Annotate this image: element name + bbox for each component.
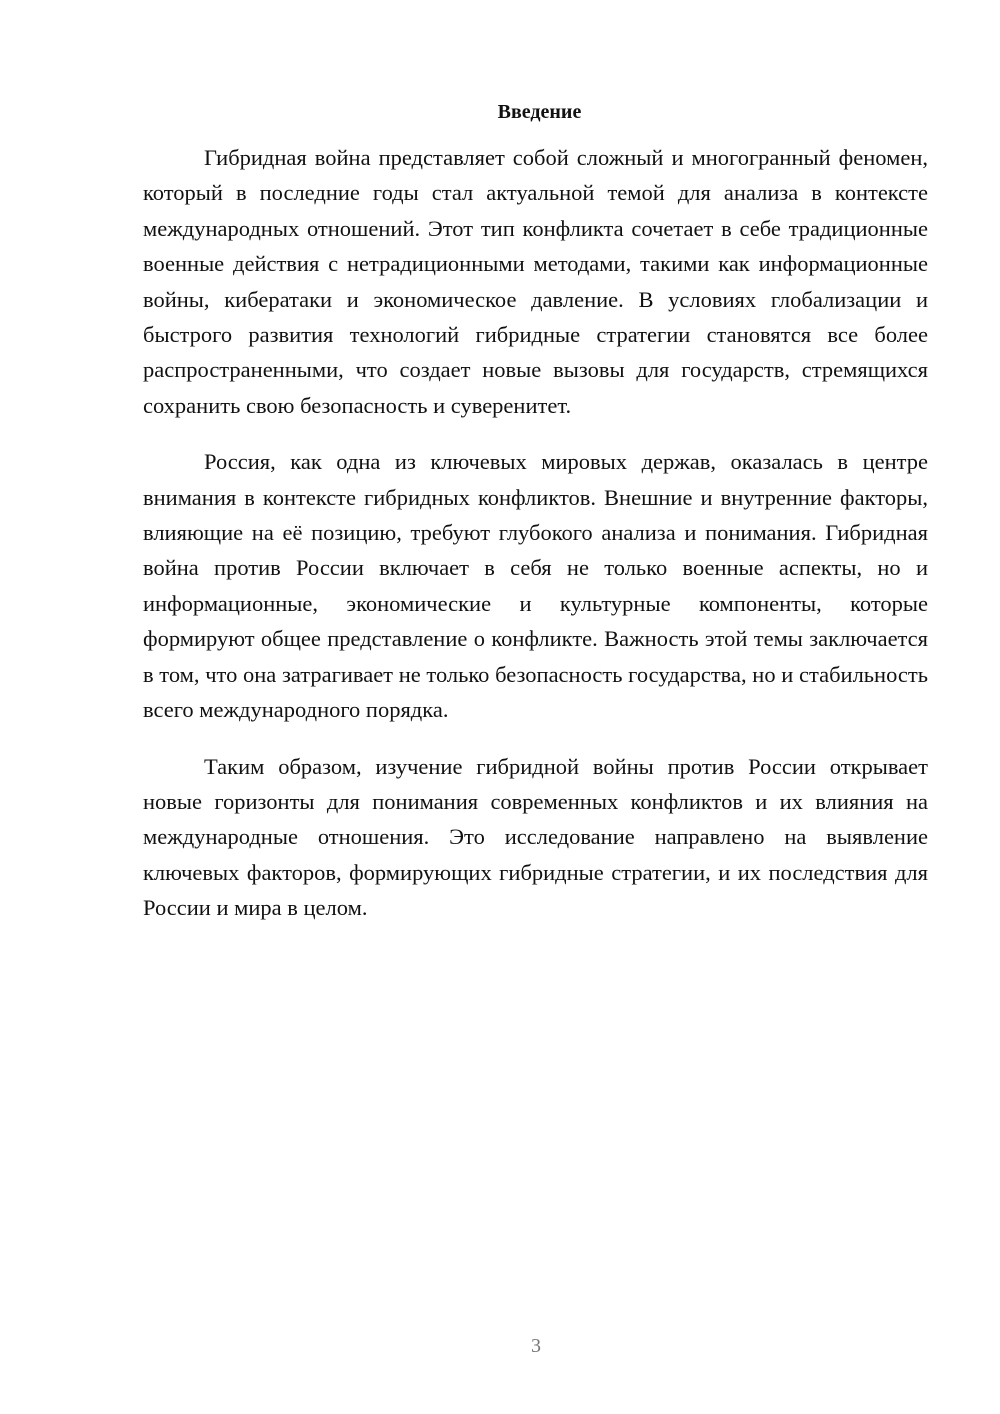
section-heading: Введение [497, 101, 582, 123]
page-content [143, 97, 928, 947]
paragraph-2: Россия, как одна из ключевых мировых держав, оказалась в центре внимания в контексте гибридных конфликтов. Внешние и внутренние факторы, влияющие на её позицию, требуют глубокого анализа и понимания. Гибридная война против России включает в себя не только военные аспекты, но и информационные, экономические и культурные компоненты, которые формируют общее представление о конфликте. Важность этой темы заключается в том, что она затрагивает не только безопасность государства, но и стабильность всего международного порядка. [143, 449, 928, 723]
paragraph-1: Гибридная война представляет собой сложный и многогранный феномен, который в последние годы стал актуальной темой для анализа в контексте международных отношений. Этот тип конфликта сочетает в себе традиционные военные действия с нетрадиционными методами, такими как информационные войны, кибератаки и экономическое давление. В условиях глобализации и быстрого развития технологий гибридные стратегии становятся все более распространенными, что создает новые вызовы для государств, стремящихся сохранить свою безопасность и суверенитет. [143, 145, 928, 418]
paragraph-3: Таким образом, изучение гибридной войны против России открывает новые горизонты для понимания современных конфликтов и их влияния на международные отношения. Это исследование направлено на выявление ключевых факторов, формирующих гибридные стратегии, и их последствия для России и мира в целом. [143, 753, 928, 921]
page-number: 3 [531, 1335, 541, 1357]
